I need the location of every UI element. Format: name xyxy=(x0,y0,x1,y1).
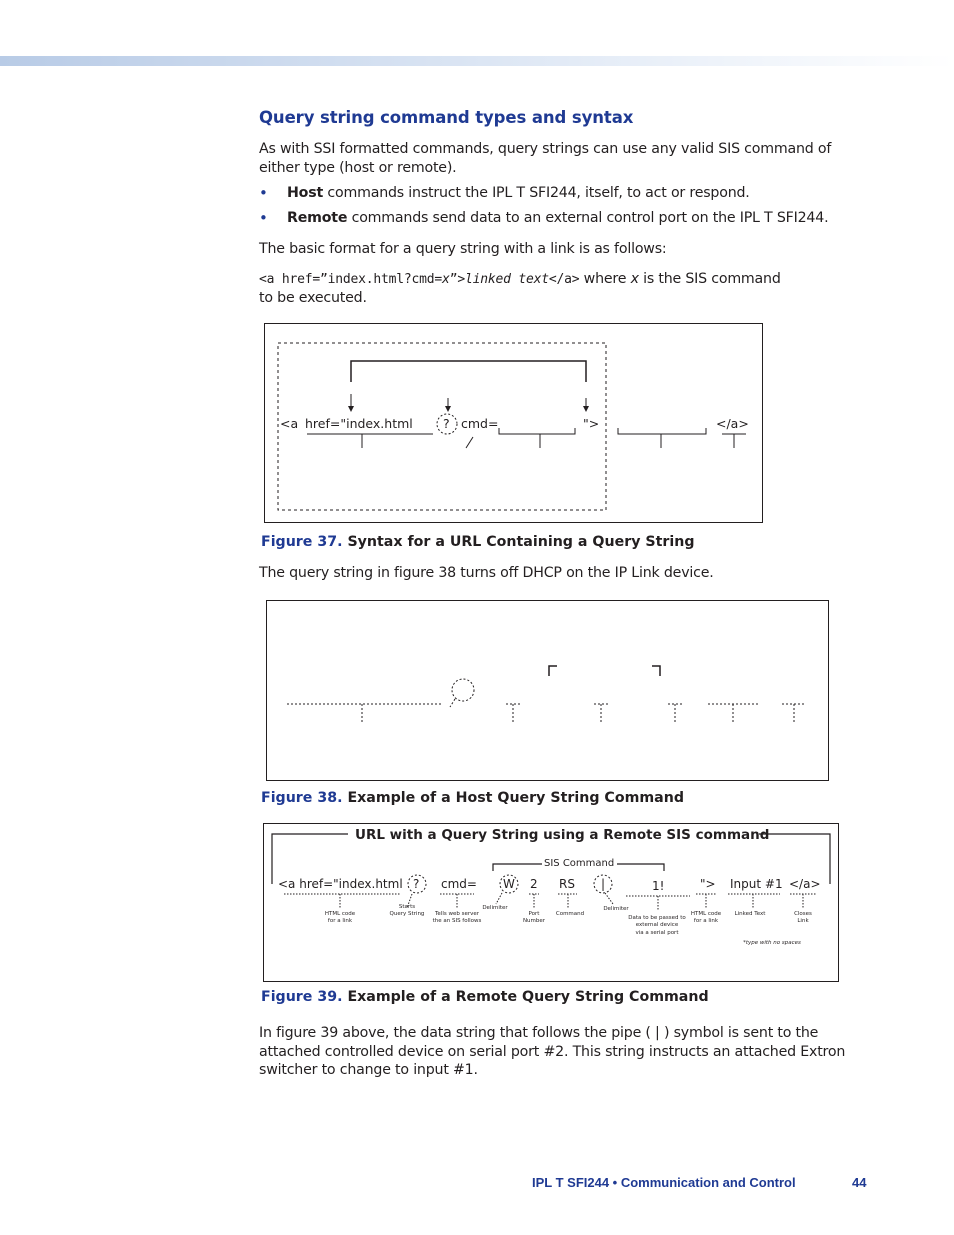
note-tells-1: Tells web server xyxy=(434,911,480,917)
token-href: <a href="index.html xyxy=(278,877,403,891)
bracket-line xyxy=(351,361,586,382)
arrow-head xyxy=(445,406,451,412)
figure-37-diagram xyxy=(264,323,763,523)
header-gradient-bar xyxy=(0,56,954,66)
note-footnote: *type with no spaces xyxy=(743,940,801,946)
note-closes-1: Closes xyxy=(794,911,812,917)
token-2: 2 xyxy=(530,877,538,891)
code-close: "> xyxy=(583,416,600,431)
token-end: </a> xyxy=(789,877,821,891)
note-html-code-1: HTML code xyxy=(324,911,356,917)
note-html-code-2: for a link xyxy=(327,918,353,924)
note-tells-2: the an SIS follows xyxy=(432,918,482,924)
note-linked: Linked Text xyxy=(734,911,766,917)
section-heading: Query string command types and syntax xyxy=(259,108,634,127)
bullet-remote-text: commands send data to an external control port on the IPL T SFI244. xyxy=(347,210,829,226)
token-pipe: | xyxy=(601,877,606,891)
caption-text: Example of a Remote Query String Command xyxy=(342,989,709,1005)
note-html2-2: for a link xyxy=(693,918,719,924)
figure-37-svg xyxy=(265,324,762,522)
token-1: 1! xyxy=(652,879,665,893)
code-a: <a xyxy=(280,416,299,431)
note-data-1: Data to be passed to xyxy=(628,915,686,921)
format-code-var: x xyxy=(442,272,450,287)
footer-title: IPL T SFI244 • Communication and Control xyxy=(532,1175,796,1190)
note-delimiter-1: Delimiter xyxy=(482,905,508,911)
token-close: "> xyxy=(700,877,716,891)
token-q: ? xyxy=(413,877,420,891)
code-cmd: cmd= xyxy=(461,416,499,431)
note-delimiter-2: Delimiter xyxy=(603,906,629,912)
sis-bracket-left xyxy=(493,864,542,871)
q-pointer xyxy=(450,699,455,707)
closing-paragraph: In figure 39 above, the data string that follows the pipe ( | ) symbol is sent to the attached controlled device on serial port #2. This string instructs an attached Extron switcher to change to input #1. xyxy=(259,1025,846,1078)
format-code-line xyxy=(259,270,859,290)
code-q: ? xyxy=(443,416,450,431)
token-input: Input #1 xyxy=(730,877,783,891)
format-rest: is the SIS command xyxy=(638,271,781,287)
fig38-intro-paragraph: The query string in figure 38 turns off DHCP on the IP Link device. xyxy=(259,565,714,581)
intro-paragraph: As with SSI formatted commands, query strings can use any valid SIS command of either type (host or remote). xyxy=(259,141,832,176)
q-circle xyxy=(452,679,474,701)
note-port-2: Number xyxy=(522,918,546,924)
caption-number: Figure 39. xyxy=(261,989,343,1005)
code-href: href="index.html xyxy=(305,416,413,431)
cmd-bracket xyxy=(499,428,575,434)
figure-39-diagram xyxy=(263,823,839,982)
token-cmd: cmd= xyxy=(441,877,477,891)
figure-37-caption xyxy=(261,534,695,550)
format-code-mid: ”> xyxy=(449,272,465,287)
corner-mark xyxy=(549,666,557,676)
figure-38-diagram xyxy=(266,600,829,781)
note-command: Command xyxy=(555,911,585,917)
note-port-1: Port xyxy=(528,911,540,917)
format-rest-line: to be executed. xyxy=(259,290,367,306)
note-data-2: external device xyxy=(635,922,679,928)
figure-39-title: URL with a Query String using a Remote SIS command xyxy=(355,827,770,843)
text-bracket xyxy=(618,428,706,434)
caption-text: Example of a Host Query String Command xyxy=(342,790,684,806)
bullet-host-bold: Host xyxy=(287,185,324,201)
sis-label: SIS Command xyxy=(544,858,615,869)
format-where: where xyxy=(579,271,631,287)
sis-bracket-right xyxy=(617,864,664,871)
note-html2-1: HTML code xyxy=(690,911,722,917)
format-var: x xyxy=(630,271,639,287)
note-closes-2: Link xyxy=(797,918,809,924)
q-pointer xyxy=(466,437,473,448)
corner-mark xyxy=(652,666,660,676)
bullet-dot-icon: • xyxy=(259,184,268,202)
code-end: </a> xyxy=(716,416,749,431)
token-rs: RS xyxy=(559,877,575,891)
page-number: 44 xyxy=(852,1175,867,1190)
format-code-start: <a href=”index.html?cmd= xyxy=(259,272,443,287)
caption-text: Syntax for a URL Containing a Query String xyxy=(342,534,695,550)
note-starts-1: Starts xyxy=(398,904,416,910)
figure-39-svg xyxy=(264,824,838,981)
caption-number: Figure 37. xyxy=(261,534,343,550)
note-data-3: via a serial port xyxy=(635,930,679,936)
caption-number: Figure 38. xyxy=(261,790,343,806)
note-starts-2: Query String xyxy=(389,911,425,917)
basic-format-paragraph: The basic format for a query string with a link is as follows: xyxy=(259,241,667,257)
bullet-host-text: commands instruct the IPL T SFI244, itself, to act or respond. xyxy=(323,185,750,201)
token-w: W xyxy=(503,877,515,891)
figure-38-caption xyxy=(261,790,684,806)
bullet-remote-bold: Remote xyxy=(287,210,348,226)
format-code-end: </a> xyxy=(548,272,580,287)
arrow-head xyxy=(583,406,589,412)
arrow-head xyxy=(348,406,354,412)
figure-39-caption xyxy=(261,989,709,1005)
bullet-dot-icon: • xyxy=(259,209,268,227)
format-code-linked: linked text xyxy=(464,272,549,287)
figure-38-svg xyxy=(267,601,828,780)
